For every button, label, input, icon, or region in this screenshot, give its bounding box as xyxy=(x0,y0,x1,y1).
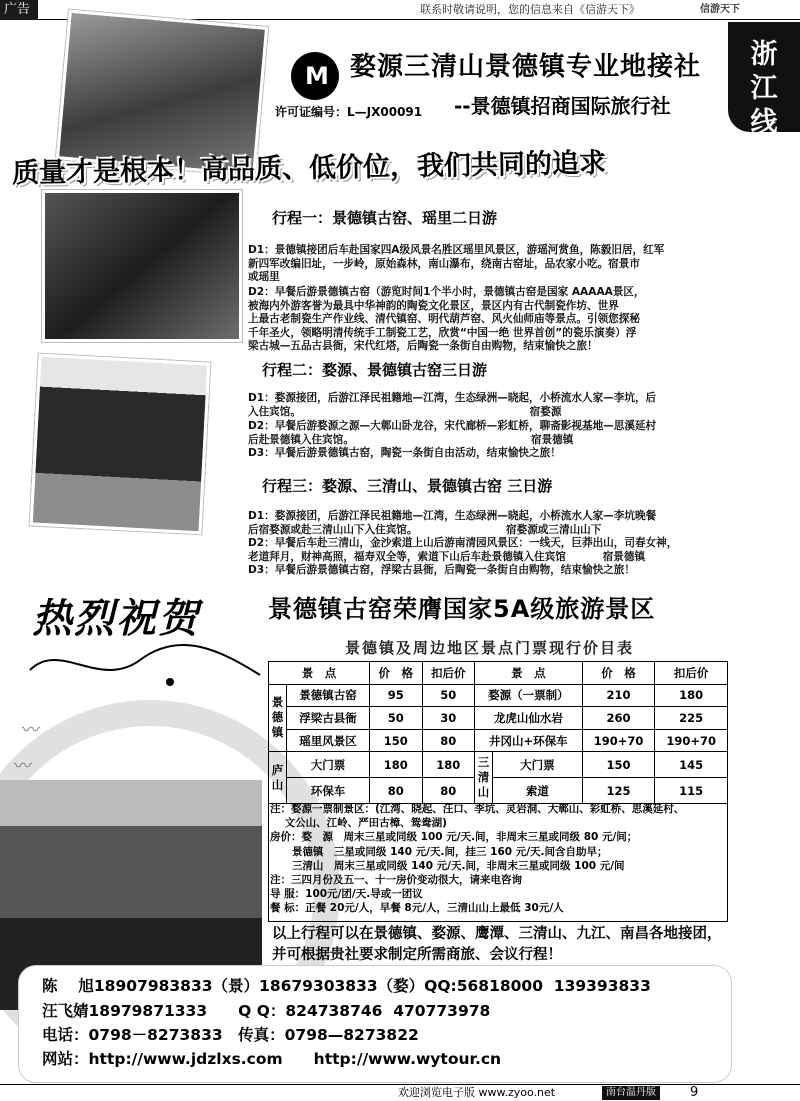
table-cell: 145 xyxy=(655,752,728,778)
table-row xyxy=(269,752,728,778)
table-header: 价 格 xyxy=(582,662,655,685)
table-cell: 210 xyxy=(582,684,655,707)
table-cell: 50 xyxy=(370,707,422,730)
bird-icon: 〰 xyxy=(14,756,32,777)
table-cell: 龙虎山仙水岩 xyxy=(475,707,583,730)
header-note: 联系时敬请说明，您的信息来自《信游天下》 xyxy=(420,3,640,16)
license-number: 许可证编号：L—JX00091 xyxy=(275,105,423,119)
slogan: 质量才是根本！高品质、低价位，我们共同的追求 xyxy=(11,147,607,190)
region-tab-label: 浙江线 xyxy=(750,39,778,138)
table-cell: 190+70 xyxy=(655,729,728,752)
route-2-title: 行程二：婺源、景德镇古窑三日游 xyxy=(262,361,488,379)
table-cell: 80 xyxy=(370,778,422,804)
table-group-label: 景德镇 xyxy=(269,684,287,752)
table-cell: 婺源（一票制） xyxy=(475,684,583,707)
celebrate-title: 景德镇古窑荣膺国家5A级旅游景区 xyxy=(268,595,656,623)
table-cell: 80 xyxy=(422,729,474,752)
table-cell: 50 xyxy=(422,684,474,707)
table-cell: 大门票 xyxy=(493,752,583,778)
agency-name: 婺源三清山景德镇专业地接社 xyxy=(350,52,702,82)
table-cell: 150 xyxy=(582,752,655,778)
network-statement: 以上行程可以在景德镇、婺源、鹰潭、三清山、九江、南昌各地接团， 并可根据贵社要求制定所需商旅、会议行程！ xyxy=(272,926,722,963)
footer-badge: 南台温丹版 xyxy=(602,1086,660,1100)
swirl-ornament xyxy=(20,630,270,690)
table-cell: 井冈山+环保车 xyxy=(475,729,583,752)
table-header: 景 点 xyxy=(475,662,583,685)
price-table-title: 景德镇及周边地区景点门票现行价目表 xyxy=(345,639,635,657)
route-3-day-1: D1：婺源接团，后游江泽民祖籍地—江湾，生态绿洲—晓起，小桥流水人家—李坑晚餐 后宿婺源或赴三清山山下入住宾馆。 宿婺源或三清山山下 xyxy=(248,510,657,536)
route-2-day-3: D3：早餐后游景德镇古窑，陶瓷一条街自由活动，结束愉快之旅！ xyxy=(248,447,561,459)
table-cell: 180 xyxy=(655,684,728,707)
price-notes: 注：婺源一票制景区：(江湾、晓起、汪口、李坑、灵岩洞、大鄣山、彩虹桥、思溪延村、 文公山、江岭、严田古樟、鸳鸯湖) 房价：婺 源 周末三星或同级 100 元/天.间，非周末三星或同级 80 元/间； 景德镇 三星或同级 140 元/天.间，挂三 160 元/天.间含自助早； 三清山 周末三星或同级 140 元/天.间，非周末三星或同级 100 元/间 注：三四月份及五一、十一房价变动很大，请来电咨询 导 服：100元/团/天.导或一团议 餐 标：正餐 20元/人，早餐 8元/人，三清山山上最低 30元/人 xyxy=(270,803,685,915)
page-number: 9 xyxy=(690,1085,699,1100)
table-cell: 260 xyxy=(582,707,655,730)
route-3-day-2: D2：早餐后车赴三清山，金沙索道上山后游南清园风景区：一线天，巨莽出山，司春女神， 老道拜月，财神高照，福寿双全等，索道下山后车赴景德镇入住宾馆 宿景德镇 xyxy=(248,537,678,563)
table-cell: 瑶里风景区 xyxy=(287,729,370,752)
ad-label: 广告 xyxy=(0,0,38,20)
route-1-day-2: D2：早餐后游景德镇古窑（游览时间1个半小时，景德镇古窑是国家 AAAAA景区， 被海内外游客誉为最具中华神韵的陶瓷文化景区，景区内有古代制瓷作坊、世界 上最古老制瓷生产作业线、清代镇窑、明代葫芦窑、风火仙师庙等景点。引领您探秘 千年圣火，领略明清传统手工制瓷工艺，欣赏“中国一绝 世界首创”的瓷乐演奏）浮 梁古城—五品古县衙，宋代红塔，后陶瓷一条街自由购物，结束愉快之旅！ xyxy=(248,286,645,353)
table-row xyxy=(269,707,728,730)
route-2-day-2: D2：早餐后游婺源之源—大鄣山卧龙谷，宋代廊桥—彩虹桥，聊斋影视基地—思溪延村 后赴景德镇入住宾馆。 宿景德镇 xyxy=(248,420,657,446)
table-cell: 索道 xyxy=(493,778,583,804)
contact-websites[interactable]: 网站：http://www.jdzlxs.com http://www.wytour.cn xyxy=(42,1050,502,1068)
agency-logo: M xyxy=(291,52,339,100)
contact-phone-fax: 电话：0798－8273833 传真：0798—8273822 xyxy=(42,1026,419,1044)
bird-icon: 〰 xyxy=(22,720,40,741)
route-1-day-1: D1：景德镇接团后车赴国家四A级风景名胜区瑶里风景区，游瑶河赏鱼，陈毅旧居，红军 新四军改编旧址，一步岭，原始森林，南山瀑布，绕南古窑址，品农家小吃。宿景市 或瑶里 xyxy=(248,244,665,284)
footer-text[interactable]: 欢迎浏览电子版 www.zyoo.net xyxy=(398,1086,556,1099)
table-cell: 80 xyxy=(422,778,474,804)
table-group-label: 庐山 xyxy=(269,752,287,804)
table-header: 景 点 xyxy=(269,662,370,685)
route-3-day-3: D3：早餐后游景德镇古窑，浮梁古县衙，后陶瓷一条街自由购物，结束愉快之旅！ xyxy=(248,564,635,576)
table-header: 扣后价 xyxy=(655,662,728,685)
table-cell: 125 xyxy=(582,778,655,804)
table-cell: 30 xyxy=(422,707,474,730)
price-table xyxy=(268,661,728,804)
table-header: 扣后价 xyxy=(422,662,474,685)
contact-chen: 陈 旭18907983833（景）18679303833（婺）QQ:56818000 139393833 xyxy=(42,977,651,995)
photo-pavilion-performance xyxy=(30,354,211,535)
table-cell: 环保车 xyxy=(287,778,370,804)
publication-logo: 信游天下 xyxy=(700,4,740,15)
table-cell: 浮梁古县衙 xyxy=(287,707,370,730)
table-header-row xyxy=(269,662,728,685)
contact-wang: 汪飞婧18979871333 Q Q：824738746 470773978 xyxy=(42,1002,491,1020)
table-cell: 150 xyxy=(370,729,422,752)
route-2-day-1: D1：婺源接团，后游江泽民祖籍地—江湾，生态绿洲—晓起，小桥流水人家—李坑，后 入住宾馆。 宿婺源 xyxy=(248,392,657,418)
table-group-label: 三清山 xyxy=(475,752,493,804)
rejoice-heading: 热烈祝贺 xyxy=(32,595,200,642)
table-cell: 大门票 xyxy=(287,752,370,778)
table-cell: 115 xyxy=(655,778,728,804)
table-cell: 180 xyxy=(370,752,422,778)
table-row xyxy=(269,684,728,707)
table-cell: 180 xyxy=(422,752,474,778)
photo-porcelain-musician xyxy=(42,190,242,342)
table-cell: 95 xyxy=(370,684,422,707)
region-tab xyxy=(728,22,800,138)
table-cell: 景德镇古窑 xyxy=(287,684,370,707)
table-cell: 225 xyxy=(655,707,728,730)
table-header: 价 格 xyxy=(370,662,422,685)
agency-subtitle: --景德镇招商国际旅行社 xyxy=(454,94,671,118)
table-row xyxy=(269,729,728,752)
table-cell: 190+70 xyxy=(582,729,655,752)
route-1-title: 行程一：景德镇古窑、瑶里二日游 xyxy=(272,209,498,227)
route-3-title: 行程三：婺源、三清山、景德镇古窑 三日游 xyxy=(262,477,553,495)
